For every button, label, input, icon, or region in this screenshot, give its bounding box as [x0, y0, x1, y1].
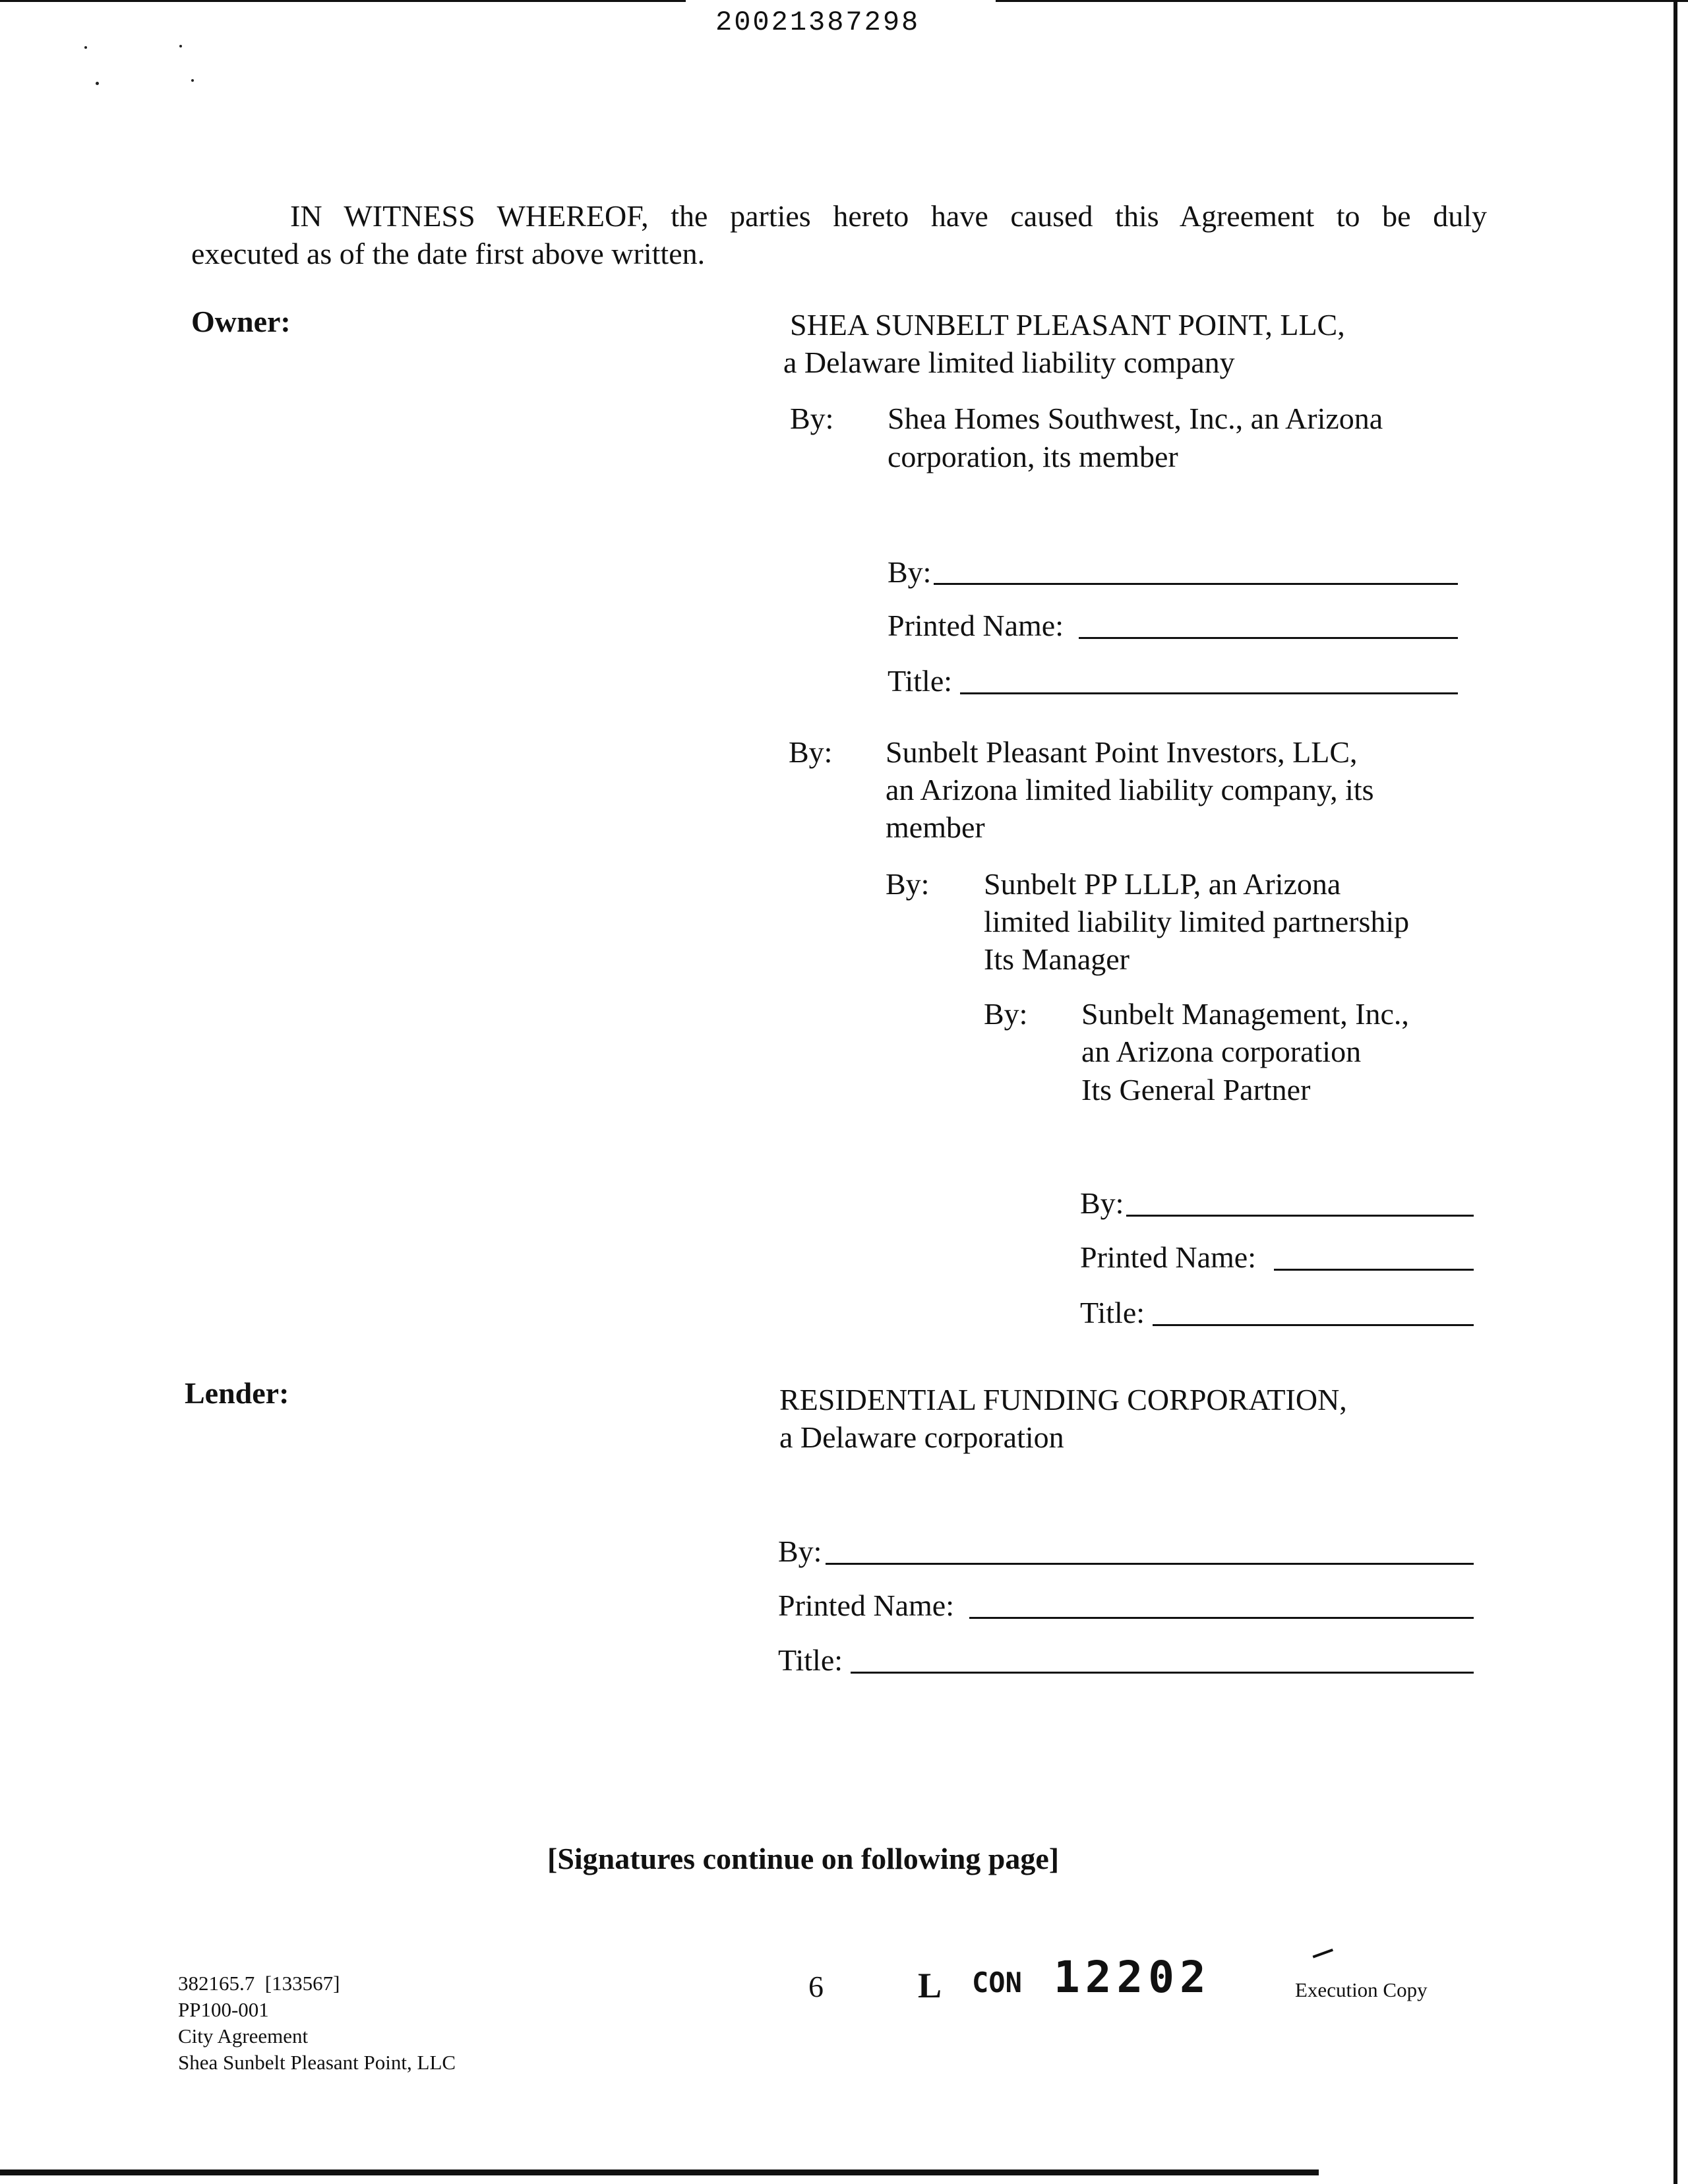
member1-sig-title-label: Title:: [888, 664, 953, 698]
owner-entity-desc: a Delaware limited liability company: [783, 346, 1235, 379]
manager-line1: Sunbelt PP LLLP, an Arizona: [984, 867, 1341, 901]
member1-sig-printed-name-label: Printed Name:: [888, 609, 1064, 642]
lender-label: Lender:: [185, 1376, 289, 1410]
partner-line1: Sunbelt Management, Inc.,: [1081, 997, 1409, 1031]
footer-doc-id: 382165.7 [133567]: [178, 1972, 340, 1995]
scan-mark-icon: [1313, 1949, 1336, 1964]
member1-by-label: By:: [790, 402, 834, 435]
witness-clause-line2: executed as of the date first above written.: [191, 237, 706, 270]
lender-sig-title-label: Title:: [778, 1643, 843, 1677]
page-number: 6: [808, 1970, 824, 2003]
manager-line3: Its Manager: [984, 942, 1130, 976]
con-number: 12202: [1054, 1952, 1211, 2003]
member1-sig-printed-name-line[interactable]: [1079, 637, 1458, 639]
scan-edge-top-right: [996, 0, 1688, 2]
member1-sig-by-label: By:: [888, 555, 932, 589]
scan-speck: [96, 82, 99, 85]
footer-party: Shea Sunbelt Pleasant Point, LLC: [178, 2051, 456, 2074]
scan-speck: [191, 79, 194, 82]
manager-by-label: By:: [886, 867, 930, 901]
scan-speck: [84, 46, 87, 49]
scan-edge-top-left: [0, 0, 686, 2]
member1-sig-by-line[interactable]: [934, 583, 1458, 585]
manager-line2: limited liability limited partnership: [984, 905, 1410, 938]
member2-line1: Sunbelt Pleasant Point Investors, LLC,: [886, 735, 1358, 769]
member2-by-label: By:: [789, 735, 833, 769]
owner-label: Owner:: [191, 305, 291, 338]
footer-doc-type: City Agreement: [178, 2024, 309, 2048]
lender-sig-title-line[interactable]: [851, 1672, 1474, 1674]
member2-sig-title-line[interactable]: [1153, 1324, 1474, 1326]
member2-sig-by-line[interactable]: [1126, 1215, 1474, 1217]
scan-edge-bottom: [0, 2169, 1319, 2175]
lender-entity-desc: a Delaware corporation: [779, 1420, 1064, 1454]
scan-edge-right: [1673, 0, 1677, 2184]
lender-sig-by-label: By:: [778, 1534, 822, 1568]
partner-by-label: By:: [984, 997, 1028, 1031]
con-prefix: CON: [972, 1966, 1022, 1999]
owner-entity-name: SHEA SUNBELT PLEASANT POINT, LLC,: [790, 308, 1345, 342]
member2-sig-printed-name-label: Printed Name:: [1080, 1240, 1256, 1274]
member2-sig-printed-name-line[interactable]: [1274, 1269, 1474, 1271]
lender-sig-printed-name-label: Printed Name:: [778, 1589, 954, 1622]
member1-line2: corporation, its member: [888, 440, 1178, 473]
witness-clause-line1: IN WITNESS WHEREOF, the parties hereto have caused this Agreement to be duly: [290, 199, 1487, 233]
recording-number: 20021387298: [715, 7, 920, 38]
member2-line3: member: [886, 810, 985, 844]
partner-line2: an Arizona corporation: [1081, 1035, 1362, 1068]
footer-code: PP100-001: [178, 1998, 269, 2021]
con-prefix-l: L: [918, 1966, 942, 2005]
member1-line1: Shea Homes Southwest, Inc., an Arizona: [888, 402, 1383, 435]
member2-line2: an Arizona limited liability company, its: [886, 773, 1374, 806]
member2-sig-title-label: Title:: [1080, 1296, 1145, 1329]
partner-line3: Its General Partner: [1081, 1073, 1311, 1107]
footer-copy-label: Execution Copy: [1295, 1978, 1428, 2001]
scan-speck: [179, 45, 182, 47]
signatures-continue-note: [Signatures continue on following page]: [547, 1842, 1060, 1875]
lender-sig-by-line[interactable]: [826, 1563, 1474, 1565]
lender-sig-printed-name-line[interactable]: [969, 1617, 1474, 1619]
lender-entity-name: RESIDENTIAL FUNDING CORPORATION,: [779, 1383, 1347, 1416]
member2-sig-by-label: By:: [1080, 1186, 1124, 1220]
member1-sig-title-line[interactable]: [960, 692, 1458, 694]
